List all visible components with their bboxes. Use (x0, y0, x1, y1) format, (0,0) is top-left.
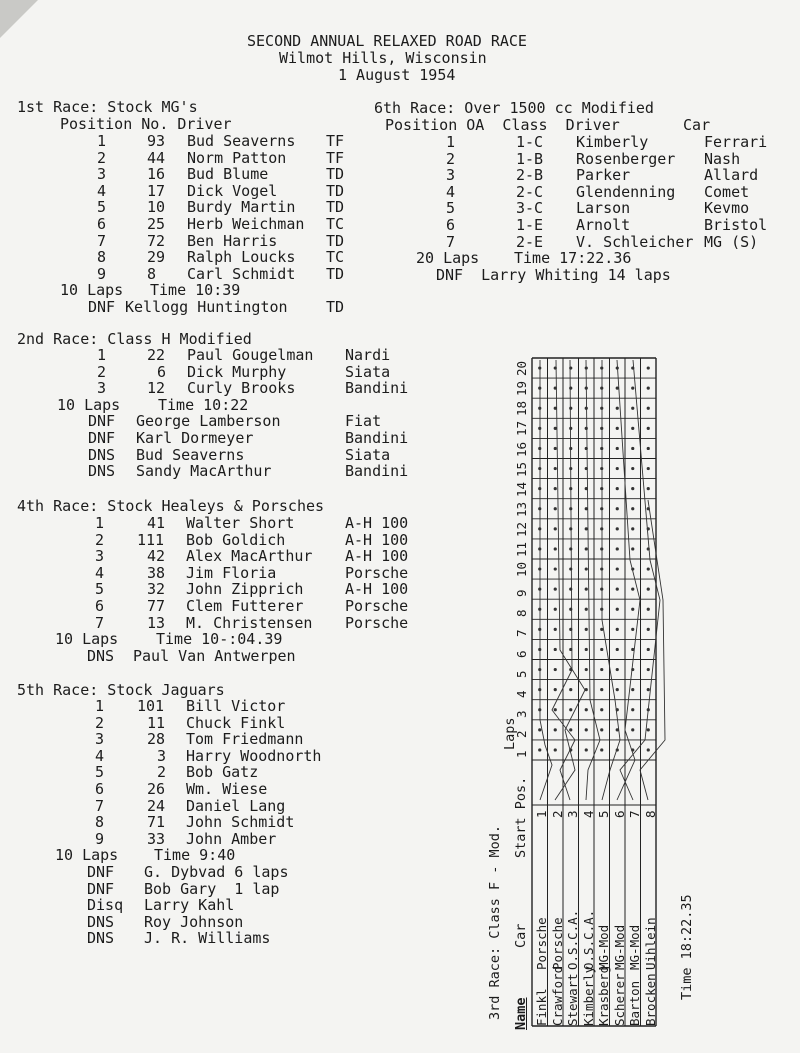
race-date: 1 August 1954 (338, 66, 456, 84)
lap-position-mark (647, 668, 650, 671)
lap-position-mark (569, 547, 572, 550)
lap-position-mark (600, 427, 603, 430)
lap-position-mark (585, 487, 588, 490)
lap-position-mark (631, 668, 634, 671)
lap-position-mark (585, 507, 588, 510)
lap-number-label: 5 (514, 670, 529, 678)
lap-position-mark (569, 648, 572, 651)
lap-position-mark (538, 427, 541, 430)
result-row: 8 29 Ralph Loucks TC (97, 248, 345, 267)
lap-position-mark (631, 567, 634, 570)
lap-position-mark (569, 628, 572, 631)
result-row: 5 2 Bob Gatz (95, 763, 259, 782)
position-trace (640, 500, 665, 800)
entry-car: MG-Mod (596, 924, 611, 970)
lap-position-mark (616, 547, 619, 550)
entry-name: Brocken (642, 973, 658, 1026)
lap-position-mark (616, 467, 619, 470)
lap-position-mark (554, 588, 557, 591)
race2-title: 2nd Race: Class H Modified (17, 330, 252, 348)
lap-position-mark (585, 567, 588, 570)
dns-row: DNS Roy Johnson (87, 912, 244, 931)
lap-position-mark (631, 728, 634, 731)
position-trace (586, 360, 600, 800)
lap-position-mark (569, 507, 572, 510)
lap-position-mark (600, 567, 603, 570)
lap-position-mark (600, 648, 603, 651)
lap-position-mark (554, 447, 557, 450)
lap-position-mark (616, 728, 619, 731)
result-row: 5 3-C Larson Kevmo (446, 199, 750, 218)
lap-position-mark (600, 387, 603, 390)
lap-position-mark (538, 608, 541, 611)
lap-position-mark (600, 527, 603, 530)
race3-time: Time 18:22.35 (679, 894, 695, 1000)
lap-position-mark (616, 648, 619, 651)
lap-position-mark (569, 427, 572, 430)
lap-position-mark (600, 668, 603, 671)
lap-position-mark (538, 588, 541, 591)
lap-position-mark (600, 407, 603, 410)
lap-position-mark (616, 527, 619, 530)
result-row: 8 71 John Schmidt (95, 813, 295, 832)
lap-position-mark (616, 628, 619, 631)
result-row: 2 1-B Rosenberger Nash (446, 149, 741, 168)
lap-position-mark (569, 748, 572, 751)
result-row: 3 28 Tom Friedmann (95, 730, 304, 749)
lap-position-mark (631, 527, 634, 530)
entry-start-pos: 8 (642, 810, 658, 818)
result-row: 2 44 Norm Patton TF (97, 148, 345, 167)
lap-position-mark (600, 608, 603, 611)
lap-position-mark (569, 688, 572, 691)
lap-position-mark (600, 688, 603, 691)
lap-position-mark (538, 527, 541, 530)
entry-car: Uihlein (642, 917, 658, 970)
lap-position-mark (600, 467, 603, 470)
lap-position-mark (569, 728, 572, 731)
result-row: 2 6 Dick Murphy Siata (97, 362, 391, 381)
race4-title: 4th Race: Stock Healeys & Porsches (17, 497, 325, 515)
lap-position-mark (616, 487, 619, 490)
result-row: 7 72 Ben Harris TD (97, 231, 345, 250)
race3-name-header: Name (513, 997, 529, 1030)
result-row: 7 13 M. Christensen Porsche (95, 613, 409, 632)
lap-position-mark (569, 668, 572, 671)
entry-start-pos: 2 (549, 810, 565, 818)
lap-number-label: 13 (514, 501, 529, 517)
lap-position-mark (600, 708, 603, 711)
dnf-row: DNF Karl Dormeyer Bandini (88, 428, 409, 447)
lap-position-mark (616, 427, 619, 430)
lap-position-mark (647, 648, 650, 651)
lap-position-mark (647, 467, 650, 470)
lap-position-mark (538, 547, 541, 550)
lap-position-mark (616, 366, 619, 369)
lap-position-mark (616, 507, 619, 510)
lap-position-mark (600, 748, 603, 751)
position-trace (540, 360, 552, 800)
lap-position-mark (585, 467, 588, 470)
entry-start-pos: 4 (580, 810, 596, 818)
lap-position-mark (585, 427, 588, 430)
race1-column-header: Position No. Driver (60, 115, 232, 133)
lap-position-mark (538, 447, 541, 450)
result-row: 4 17 Dick Vogel TD (97, 181, 345, 200)
lap-position-mark (616, 708, 619, 711)
lap-position-mark (554, 708, 557, 711)
position-trace (617, 360, 640, 800)
lap-position-mark (538, 366, 541, 369)
race6-title: 6th Race: Over 1500 cc Modified (374, 99, 654, 117)
lap-position-mark (585, 728, 588, 731)
disq-row: Disq Larry Kahl (87, 896, 235, 915)
lap-position-mark (538, 567, 541, 570)
entry-name: Kimberly (580, 965, 596, 1026)
dnf-row: DNF George Lamberson Fiat (88, 412, 382, 431)
lap-position-mark (631, 487, 634, 490)
lap-position-mark (554, 427, 557, 430)
lap-position-mark (569, 567, 572, 570)
entry-car: O.S.C.A. (580, 909, 596, 970)
lap-position-mark (631, 547, 634, 550)
dnf-row: DNF Larry Whiting 14 laps (436, 265, 671, 284)
result-row: 1 1-C Kimberly Ferrari (446, 133, 768, 151)
lap-position-mark (569, 608, 572, 611)
lap-position-mark (647, 366, 650, 369)
lap-number-label: 2 (514, 730, 529, 738)
lap-position-mark (569, 447, 572, 450)
result-row: 3 2-B Parker Allard (446, 166, 759, 185)
lap-position-mark (554, 688, 557, 691)
lap-position-mark (538, 748, 541, 751)
lap-position-mark (554, 366, 557, 369)
lap-number-label: 16 (514, 441, 529, 457)
lap-number-label: 7 (514, 629, 529, 638)
laps-time-row: 10 Laps Time 10-:04.39 (55, 630, 283, 649)
lap-position-mark (538, 487, 541, 490)
entry-name: Scherer (611, 973, 627, 1026)
dns-row: DNS J. R. Williams (87, 929, 271, 948)
lap-position-mark (647, 708, 650, 711)
result-row: 1 101 Bill Victor (95, 697, 286, 715)
dns-row: DNS Sandy MacArthur Bandini (88, 462, 409, 481)
lap-position-mark (647, 507, 650, 510)
lap-number-label: 3 (514, 710, 529, 718)
lap-position-mark (585, 608, 588, 611)
result-row: 1 93 Bud Seaverns TF (97, 132, 345, 150)
entry-car: Porsche (549, 917, 565, 970)
lap-number-label: 15 (514, 461, 529, 477)
lap-position-mark (647, 628, 650, 631)
lap-number-label: 19 (514, 381, 529, 397)
lap-position-mark (616, 608, 619, 611)
lap-position-mark (538, 728, 541, 731)
result-row: 6 77 Clem Futterer Porsche (95, 596, 409, 615)
lap-position-mark (585, 588, 588, 591)
document-title: SECOND ANNUAL RELAXED ROAD RACE (247, 32, 527, 50)
lap-position-mark (554, 628, 557, 631)
lap-position-mark (585, 668, 588, 671)
lap-position-mark (554, 547, 557, 550)
lap-position-mark (569, 366, 572, 369)
lap-position-mark (631, 407, 634, 410)
lap-position-mark (538, 407, 541, 410)
lap-position-mark (585, 366, 588, 369)
lap-position-mark (569, 588, 572, 591)
laps-time-row: 20 Laps Time 17:22.36 (416, 249, 632, 268)
lap-position-mark (585, 527, 588, 530)
entry-name: Crawford (549, 965, 565, 1026)
lap-position-mark (600, 547, 603, 550)
entry-car: MG-Mod (627, 924, 642, 970)
lap-number-label: 14 (514, 481, 529, 497)
lap-position-mark (585, 447, 588, 450)
lap-position-mark (569, 527, 572, 530)
dns-row: DNS Bud Seaverns Siata (88, 445, 391, 464)
lap-position-mark (616, 588, 619, 591)
lap-position-mark (631, 387, 634, 390)
lap-position-mark (616, 688, 619, 691)
lap-position-mark (631, 648, 634, 651)
result-row: 6 1-E Arnolt Bristol (446, 215, 768, 234)
result-row: 4 38 Jim Floria Porsche (95, 563, 409, 582)
lap-position-mark (600, 366, 603, 369)
lap-position-mark (647, 728, 650, 731)
entry-car: MG-Mod (611, 924, 627, 970)
lap-position-mark (647, 608, 650, 611)
lap-position-mark (554, 407, 557, 410)
laps-time-row: 10 Laps Time 9:40 (55, 846, 236, 865)
lap-number-label: 1 (514, 750, 529, 758)
lap-position-mark (600, 628, 603, 631)
lap-number-label: 9 (514, 589, 529, 598)
lap-position-mark (569, 487, 572, 490)
result-row: 3 16 Bud Blume TD (97, 165, 345, 184)
entry-name: Stewart (565, 973, 580, 1026)
result-row: 9 8 Carl Schmidt TD (97, 264, 345, 283)
lap-position-mark (631, 507, 634, 510)
lap-position-mark (616, 668, 619, 671)
entry-start-pos: 1 (534, 810, 549, 818)
lap-position-mark (554, 487, 557, 490)
lap-number-label: 10 (514, 562, 529, 578)
lap-position-mark (647, 527, 650, 530)
entry-start-pos: 6 (611, 810, 627, 818)
lap-position-mark (554, 728, 557, 731)
race3-car-header: Car (513, 923, 529, 948)
lap-position-mark (647, 688, 650, 691)
lap-position-mark (616, 567, 619, 570)
lap-position-mark (647, 487, 650, 490)
lap-position-mark (631, 588, 634, 591)
lap-position-mark (600, 728, 603, 731)
lap-position-mark (647, 547, 650, 550)
lap-position-mark (554, 748, 557, 751)
lap-number-label: 11 (514, 541, 529, 557)
result-row: 2 11 Chuck Finkl (95, 713, 286, 732)
lap-position-mark (647, 588, 650, 591)
lap-position-mark (554, 507, 557, 510)
lap-position-mark (647, 407, 650, 410)
entry-start-pos: 7 (627, 810, 642, 818)
result-row: 7 2-E V. Schleicher MG (S) (446, 232, 759, 251)
result-row: 5 10 Burdy Martin TD (97, 198, 345, 217)
lap-position-mark (600, 447, 603, 450)
lap-position-mark (616, 748, 619, 751)
lap-position-mark (554, 527, 557, 530)
result-row: 3 42 Alex MacArthur A-H 100 (95, 547, 409, 566)
lap-position-mark (554, 467, 557, 470)
result-row: 6 25 Herb Weichman TC (97, 214, 345, 233)
lap-position-mark (631, 748, 634, 751)
lap-number-label: 6 (514, 649, 529, 658)
entry-name: Krasberg (596, 965, 611, 1026)
lap-position-mark (647, 748, 650, 751)
lap-position-mark (631, 608, 634, 611)
lap-position-mark (538, 507, 541, 510)
entry-car: Porsche (534, 917, 549, 970)
laps-time-row: 10 Laps Time 10:39 (60, 281, 241, 300)
lap-position-mark (538, 628, 541, 631)
lap-number-label: 12 (514, 521, 529, 537)
race1-title: 1st Race: Stock MG's (17, 98, 198, 116)
race6-column-header: Position OA Class Driver Car (385, 116, 711, 134)
lap-position-mark (585, 387, 588, 390)
race3-title: 3rd Race: Class F - Mod. (487, 824, 503, 1020)
lap-position-mark (600, 487, 603, 490)
lap-position-mark (631, 467, 634, 470)
result-row: 7 24 Daniel Lang (95, 796, 286, 815)
lap-position-mark (538, 467, 541, 470)
lap-position-mark (569, 407, 572, 410)
lap-position-mark (631, 688, 634, 691)
lap-position-mark (585, 748, 588, 751)
entry-start-pos: 3 (565, 810, 580, 818)
lap-number-label: 18 (514, 401, 529, 417)
lap-position-mark (600, 588, 603, 591)
position-trace (602, 360, 620, 800)
result-row: 4 3 Harry Woodnorth (95, 746, 322, 765)
result-row: 1 22 Paul Gougelman Nardi (97, 346, 391, 364)
result-row: 6 26 Wm. Wiese (95, 779, 268, 798)
lap-position-mark (554, 387, 557, 390)
lap-position-mark (538, 648, 541, 651)
result-row: 3 12 Curly Brooks Bandini (97, 379, 409, 398)
lap-position-mark (538, 708, 541, 711)
dnf-row: DNF Kellogg Huntington TD (88, 297, 345, 316)
lap-position-mark (554, 608, 557, 611)
result-row: 2 111 Bob Goldich A-H 100 (95, 530, 409, 549)
lap-position-mark (647, 387, 650, 390)
entry-name: Finkl (534, 988, 549, 1026)
lap-position-mark (554, 567, 557, 570)
lap-position-mark (647, 567, 650, 570)
result-row: 9 33 John Amber (95, 829, 277, 848)
lap-number-label: 4 (514, 690, 529, 698)
lap-position-mark (631, 708, 634, 711)
lap-number-label: 8 (514, 609, 529, 618)
lap-position-mark (538, 668, 541, 671)
lap-position-mark (569, 467, 572, 470)
dnf-row: DNF Bob Gary 1 lap (87, 879, 280, 898)
lap-position-mark (647, 427, 650, 430)
lap-position-mark (585, 407, 588, 410)
lap-position-mark (585, 648, 588, 651)
entry-start-pos: 5 (596, 810, 611, 818)
entry-name: Barton (627, 980, 642, 1026)
dnf-row: DNF G. Dybvad 6 laps (87, 862, 289, 881)
result-row: 5 32 John Zipprich A-H 100 (95, 580, 409, 599)
lap-position-mark (585, 708, 588, 711)
entry-car: O.S.C.A. (565, 909, 580, 970)
lap-position-mark (616, 387, 619, 390)
dns-row: DNS Paul Van Antwerpen (87, 646, 296, 665)
lap-position-mark (554, 648, 557, 651)
result-row: 1 41 Walter Short A-H 100 (95, 514, 409, 532)
lap-number-label: 20 (514, 361, 529, 377)
lap-position-mark (631, 447, 634, 450)
lap-position-mark (569, 708, 572, 711)
lap-number-label: 17 (514, 421, 529, 437)
lap-position-mark (647, 447, 650, 450)
lap-position-mark (538, 387, 541, 390)
lap-position-mark (600, 507, 603, 510)
lap-position-mark (631, 628, 634, 631)
race3-start-header: Start Pos. (513, 776, 529, 858)
lap-position-mark (585, 688, 588, 691)
race5-title: 5th Race: Stock Jaguars (17, 681, 225, 699)
lap-position-mark (631, 366, 634, 369)
lap-position-mark (554, 668, 557, 671)
laps-time-row: 10 Laps Time 10:22 (57, 395, 249, 414)
lap-position-mark (585, 628, 588, 631)
lap-position-mark (616, 447, 619, 450)
lap-position-mark (616, 407, 619, 410)
lap-position-mark (569, 387, 572, 390)
result-row: 4 2-C Glendenning Comet (446, 182, 750, 201)
race-location: Wilmot Hills, Wisconsin (279, 49, 487, 67)
lap-position-mark (585, 547, 588, 550)
race3-laps-header: Laps (502, 717, 518, 750)
lap-position-mark (631, 427, 634, 430)
lap-position-mark (538, 688, 541, 691)
